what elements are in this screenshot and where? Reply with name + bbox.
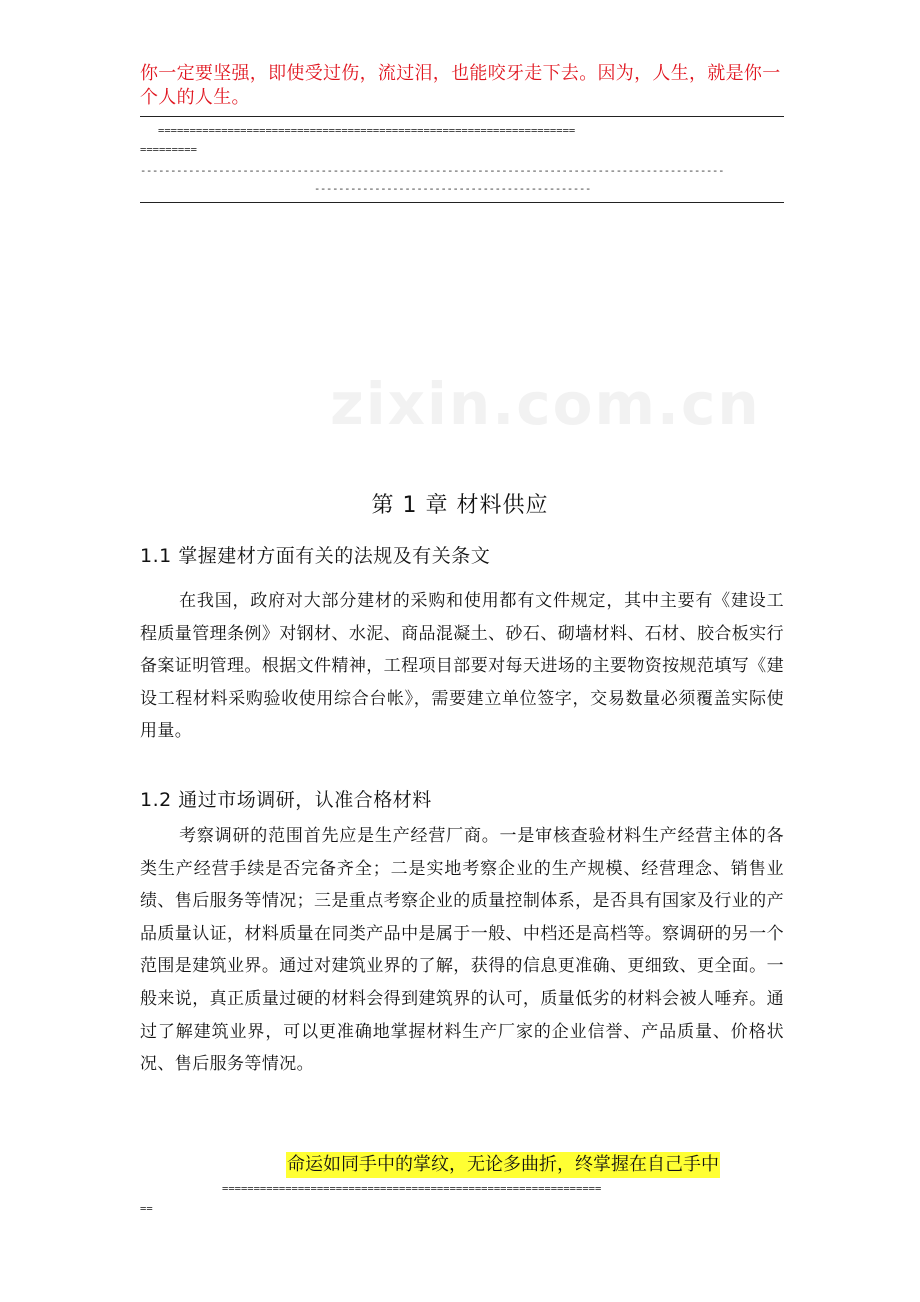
section-body-1-2: 考察调研的范围首先应是生产经营厂商。一是审核查验材料生产经营主体的各类生产经营手续是否完备齐全；二是实地考察企业的生产规模、经营理念、销售业绩、售后服务等情况；三是重点考察企业的质量控制体系，是否具有国家及行业的产品质量认证，材料质量在同类产品中是属于一般、中档还是高档等。察调研的另一个范围是建筑业界。通过对建筑业界的了解，获得的信息更准确、更细致、更全面。一般来说，真正质量过硬的材料会得到建筑界的认可，质量低劣的材料会被人唾弃。通过了解建筑业界，可以更准确地掌握材料生产厂家的企业信誉、产品质量、价格状况、售后服务等情况。	[140, 826, 784, 1075]
section-heading-1-2: 1.2 通过市场调研，认准合格材料	[140, 789, 432, 811]
chapter-title: 第 1 章 材料供应	[371, 493, 549, 518]
header-rule-top	[140, 116, 784, 117]
watermark: zixin.com.cn	[330, 370, 761, 438]
footer-separator-2: ==	[140, 1203, 153, 1215]
section-body-1-1: 在我国，政府对大部分建材的采购和使用都有文件规定，其中主要有《建设工程质量管理条例》对钢材、水泥、商品混凝土、砂石、砌墙材料、石材、胶合板实行备案证明管理。根据文件精神，工程项目部要对每天进场的主要物资按规范填写《建设工程材料采购验收使用综合台帐》，需要建立单位签字，交易数量必须覆盖实际使用量。	[140, 591, 784, 742]
separator-dash-2: ----------------------------------------------	[314, 183, 591, 195]
footer-separator-1: ============================================================	[222, 1183, 602, 1195]
section-heading-1-1: 1.1 掌握建材方面有关的法规及有关条文	[140, 545, 491, 567]
header-quote: 你一定要坚强，即使受过伤，流过泪，也能咬牙走下去。因为，人生，就是你一个人的人生。	[140, 63, 781, 108]
separator-dash-1: -------------------------------------------------------------------------------------------------	[140, 165, 725, 177]
footer-quote: 命运如同手中的掌纹，无论多曲折，终掌握在自己手中	[286, 1152, 720, 1178]
header-rule-bottom	[140, 202, 784, 203]
separator-equals-1: ==================================================================	[158, 125, 576, 137]
separator-equals-2: =========	[140, 144, 197, 156]
